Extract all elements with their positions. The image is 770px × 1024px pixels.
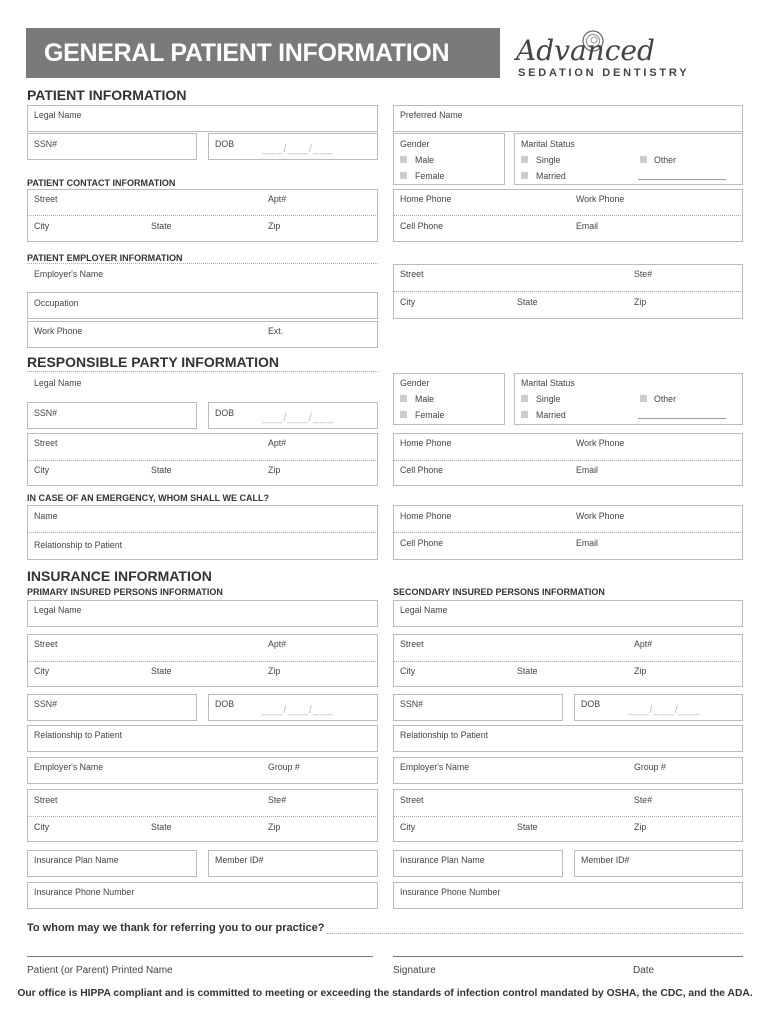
- rp-dob-date-placeholder: ___/___/___: [262, 412, 335, 424]
- rp-home-phone-label: Home Phone: [400, 438, 452, 448]
- rp-city-label: City: [34, 465, 50, 475]
- ext-label: Ext.: [268, 326, 284, 336]
- rp-apt-label: Apt#: [268, 438, 287, 448]
- sec-apt-label: Apt#: [634, 639, 653, 649]
- divider: [393, 291, 743, 292]
- emergency-cell-phone-label: Cell Phone: [400, 538, 444, 548]
- male-checkbox[interactable]: [400, 156, 407, 163]
- single-label: Single: [536, 155, 561, 165]
- divider: [393, 215, 743, 216]
- rp-married-label: Married: [536, 410, 566, 420]
- home-phone-label: Home Phone: [400, 194, 452, 204]
- pri-apt-label: Apt#: [268, 639, 287, 649]
- divider: [27, 215, 378, 216]
- sec-employers-name-label: Employer's Name: [400, 762, 470, 772]
- rp-female-label: Female: [415, 410, 445, 420]
- pri-insurance-phone-label: Insurance Phone Number: [34, 887, 135, 897]
- sec-zip-label: Zip: [634, 666, 647, 676]
- rp-other-specify-line[interactable]: [638, 418, 726, 419]
- pri-member-id-label: Member ID#: [215, 855, 264, 865]
- rp-state-label: State: [151, 465, 172, 475]
- rp-single-checkbox[interactable]: [521, 395, 528, 402]
- pri-group-label: Group #: [268, 762, 300, 772]
- work-phone-label: Work Phone: [576, 194, 625, 204]
- other-specify-line[interactable]: [638, 179, 726, 180]
- divider: [27, 263, 378, 264]
- sec-city-label: City: [400, 666, 416, 676]
- rp-female-checkbox[interactable]: [400, 411, 407, 418]
- preferred-name-label: Preferred Name: [400, 110, 463, 120]
- rp-marital-status-label: Marital Status: [521, 378, 575, 388]
- rp-male-label: Male: [415, 394, 435, 404]
- divider: [27, 371, 378, 372]
- rp-street-label: Street: [34, 438, 58, 448]
- printed-name-label: Patient (or Parent) Printed Name: [27, 965, 173, 976]
- signature-label: Signature: [393, 965, 436, 976]
- hipaa-footer: Our office is HIPPA compliant and is committed to meeting or exceeding the standards of infection control mandated by OSHA, the CDC, and the ADA.: [17, 988, 753, 999]
- sec-ssn-label: SSN#: [400, 699, 423, 709]
- sec-employer-street-label: Street: [400, 795, 424, 805]
- divider: [27, 460, 378, 461]
- employer-work-phone-label: Work Phone: [34, 326, 83, 336]
- pri-employers-name-label: Employer's Name: [34, 762, 104, 772]
- rp-gender-label: Gender: [400, 378, 430, 388]
- rp-ssn-label: SSN#: [34, 408, 57, 418]
- divider: [27, 661, 378, 662]
- pri-insurance-plan-label: Insurance Plan Name: [34, 855, 119, 865]
- employer-state-label: State: [517, 297, 538, 307]
- employer-zip-label: Zip: [634, 297, 647, 307]
- legal-name-label: Legal Name: [34, 110, 82, 120]
- pri-state-label: State: [151, 666, 172, 676]
- sec-legal-name-label: Legal Name: [400, 605, 448, 615]
- emergency-name-label: Name: [34, 511, 58, 521]
- pri-employer-city-label: City: [34, 822, 50, 832]
- pri-zip-label: Zip: [268, 666, 281, 676]
- emergency-email-label: Email: [576, 538, 598, 548]
- rp-single-label: Single: [536, 394, 561, 404]
- referral-question: To whom may we thank for referring you to our practice?: [27, 922, 325, 934]
- sec-employer-city-label: City: [400, 822, 416, 832]
- sec-dob-date-placeholder: ___/___/___: [628, 704, 701, 716]
- rp-cell-phone-label: Cell Phone: [400, 465, 444, 475]
- pri-legal-name-label: Legal Name: [34, 605, 82, 615]
- zip-label: Zip: [268, 221, 281, 231]
- divider: [393, 460, 743, 461]
- divider: [393, 532, 743, 533]
- section-patient-employer: PATIENT EMPLOYER INFORMATION: [27, 253, 183, 263]
- pri-relationship-label: Relationship to Patient: [34, 730, 123, 740]
- rp-zip-label: Zip: [268, 465, 281, 475]
- female-checkbox[interactable]: [400, 172, 407, 179]
- rp-other-checkbox[interactable]: [640, 395, 647, 402]
- rp-dob-label: DOB: [215, 408, 235, 418]
- pri-employer-street-label: Street: [34, 795, 58, 805]
- sec-insurance-plan-label: Insurance Plan Name: [400, 855, 485, 865]
- sec-relationship-label: Relationship to Patient: [400, 730, 489, 740]
- employers-name-label: Employer's Name: [34, 269, 104, 279]
- emergency-work-phone-label: Work Phone: [576, 511, 625, 521]
- divider: [393, 816, 743, 817]
- logo-subtitle: SEDATION DENTISTRY: [518, 67, 690, 79]
- rp-married-checkbox[interactable]: [521, 411, 528, 418]
- rp-other-label: Other: [654, 394, 677, 404]
- rp-legal-name-label: Legal Name: [34, 378, 82, 388]
- emergency-relationship-label: Relationship to Patient: [34, 540, 123, 550]
- other-label: Other: [654, 155, 677, 165]
- dob-date-placeholder: ___/___/___: [262, 143, 335, 155]
- section-secondary-insured: SECONDARY INSURED PERSONS INFORMATION: [393, 587, 605, 597]
- rp-email-label: Email: [576, 465, 598, 475]
- sec-member-id-label: Member ID#: [581, 855, 630, 865]
- date-label: Date: [633, 965, 655, 976]
- logo-wordmark: Advanced: [516, 34, 655, 67]
- pri-dob-date-placeholder: ___/___/___: [262, 704, 335, 716]
- street-label: Street: [34, 194, 58, 204]
- email-label: Email: [576, 221, 598, 231]
- apt-label: Apt#: [268, 194, 287, 204]
- sec-employer-zip-label: Zip: [634, 822, 647, 832]
- rp-work-phone-label: Work Phone: [576, 438, 625, 448]
- marital-status-label: Marital Status: [521, 139, 575, 149]
- section-responsible-party: RESPONSIBLE PARTY INFORMATION: [27, 354, 280, 370]
- section-primary-insured: PRIMARY INSURED PERSONS INFORMATION: [27, 587, 223, 597]
- pri-dob-label: DOB: [215, 699, 235, 709]
- pri-ssn-label: SSN#: [34, 699, 57, 709]
- pri-employer-ste-label: Ste#: [268, 795, 287, 805]
- divider: [27, 816, 378, 817]
- married-label: Married: [536, 171, 566, 181]
- sec-group-label: Group #: [634, 762, 666, 772]
- pri-employer-zip-label: Zip: [268, 822, 281, 832]
- sec-dob-label: DOB: [581, 699, 601, 709]
- city-label: City: [34, 221, 50, 231]
- signature-line[interactable]: [393, 956, 743, 957]
- cell-phone-label: Cell Phone: [400, 221, 444, 231]
- employer-street-label: Street: [400, 269, 424, 279]
- sec-state-label: State: [517, 666, 538, 676]
- male-label: Male: [415, 155, 435, 165]
- section-insurance: INSURANCE INFORMATION: [27, 568, 212, 584]
- occupation-label: Occupation: [34, 298, 79, 308]
- emergency-home-phone-label: Home Phone: [400, 511, 452, 521]
- pri-street-label: Street: [34, 639, 58, 649]
- pri-city-label: City: [34, 666, 50, 676]
- gender-label: Gender: [400, 139, 430, 149]
- pri-employer-state-label: State: [151, 822, 172, 832]
- section-emergency-contact: IN CASE OF AN EMERGENCY, WHOM SHALL WE CALL?: [27, 493, 269, 503]
- dob-label: DOB: [215, 139, 235, 149]
- divider: [27, 532, 378, 533]
- female-label: Female: [415, 171, 445, 181]
- printed-name-line[interactable]: [27, 956, 373, 957]
- single-checkbox[interactable]: [521, 156, 528, 163]
- divider: [393, 661, 743, 662]
- sec-employer-ste-label: Ste#: [634, 795, 653, 805]
- sec-street-label: Street: [400, 639, 424, 649]
- section-patient-contact: PATIENT CONTACT INFORMATION: [27, 178, 176, 188]
- occupation-field[interactable]: [27, 292, 378, 319]
- sec-employer-state-label: State: [517, 822, 538, 832]
- employer-city-label: City: [400, 297, 416, 307]
- referral-answer-line[interactable]: [327, 933, 743, 934]
- married-checkbox[interactable]: [521, 172, 528, 179]
- rp-male-checkbox[interactable]: [400, 395, 407, 402]
- form-title: GENERAL PATIENT INFORMATION: [26, 28, 500, 78]
- employer-ste-label: Ste#: [634, 269, 653, 279]
- other-checkbox[interactable]: [640, 156, 647, 163]
- state-label: State: [151, 221, 172, 231]
- ssn-label: SSN#: [34, 139, 57, 149]
- sec-insurance-phone-label: Insurance Phone Number: [400, 887, 501, 897]
- section-patient-information: PATIENT INFORMATION: [27, 87, 187, 103]
